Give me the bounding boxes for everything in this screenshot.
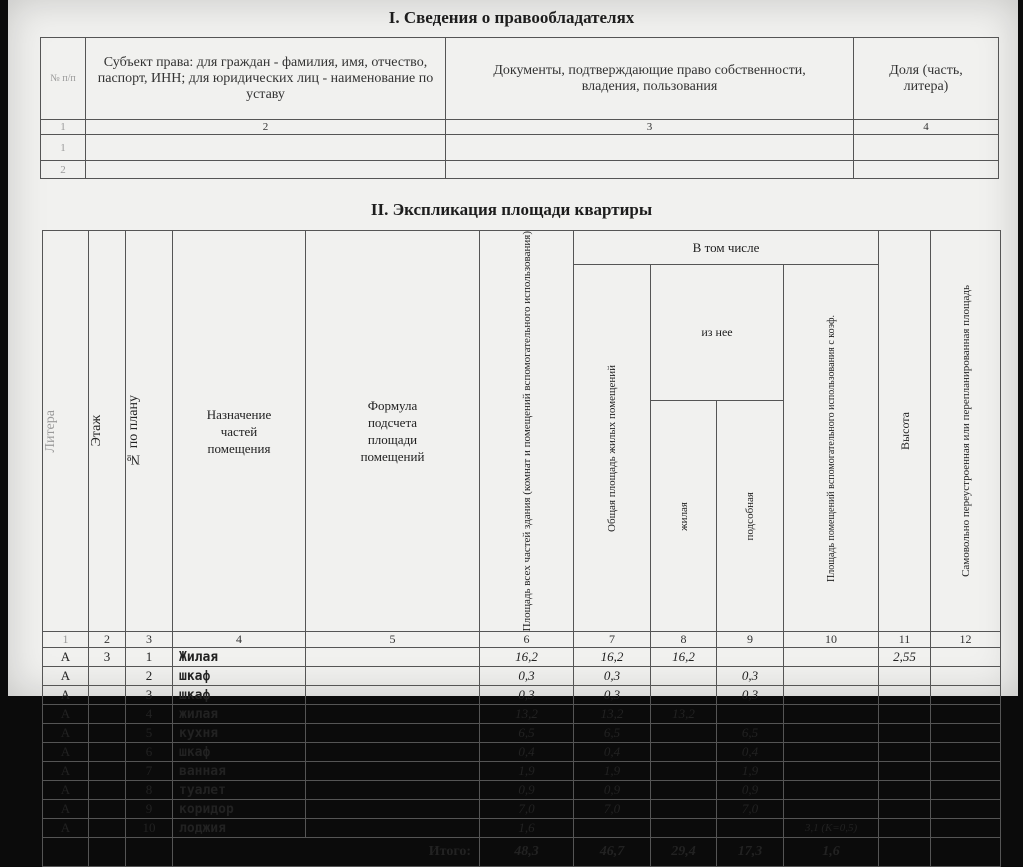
cell-c11 [879, 705, 931, 724]
cell-no: 1 [126, 648, 173, 667]
table-row [43, 705, 1001, 724]
cell-litera: А [43, 800, 89, 819]
owners-table [40, 37, 999, 179]
header-including: В том числе [574, 231, 879, 265]
cell-litera: А [43, 686, 89, 705]
cell-floor [89, 762, 126, 781]
owners-row: 2 [41, 161, 999, 179]
cell-name: шкаф [173, 686, 306, 705]
cell-c11 [879, 724, 931, 743]
total-c9: 17,3 [717, 838, 784, 867]
cell-name: лоджия [173, 819, 306, 838]
header-living-total: Общая площадь жилых помещений [574, 265, 651, 632]
cell-c6: 0,4 [480, 743, 574, 762]
explication-table [42, 230, 1001, 867]
cell-c7: 0,3 [574, 686, 651, 705]
table-row [43, 819, 1001, 838]
cell-formula [306, 648, 480, 667]
cell-c10 [784, 667, 879, 686]
cell-name: ванная [173, 762, 306, 781]
cell-c6: 16,2 [480, 648, 574, 667]
cell-c7: 6,5 [574, 724, 651, 743]
cell-formula [306, 762, 480, 781]
header-aux-coef: Площадь помещений вспомогательного использования с коэф. [784, 265, 879, 632]
header-purpose: Назначение частей помещения [173, 231, 306, 632]
cell-c11: 2,55 [879, 648, 931, 667]
cell-litera: А [43, 819, 89, 838]
cell-name: шкаф [173, 667, 306, 686]
explication-col-numbers: 1 2 3 4 5 6 7 8 9 10 11 12 [43, 632, 1001, 648]
cell-c8 [651, 724, 717, 743]
cell-litera: А [43, 705, 89, 724]
cell-c6: 0,3 [480, 667, 574, 686]
cell-c9 [717, 705, 784, 724]
cell-c8: 13,2 [651, 705, 717, 724]
cell-c6: 1,6 [480, 819, 574, 838]
cell-c7 [574, 819, 651, 838]
cell-no: 9 [126, 800, 173, 819]
cell-c12 [931, 705, 1001, 724]
cell-litera: А [43, 724, 89, 743]
cell-c11 [879, 781, 931, 800]
cell-c8 [651, 800, 717, 819]
cell-c8 [651, 819, 717, 838]
cell-litera: А [43, 743, 89, 762]
cell-c12 [931, 781, 1001, 800]
cell-c8 [651, 743, 717, 762]
cell-c10 [784, 705, 879, 724]
cell-formula [306, 743, 480, 762]
cell-floor [89, 743, 126, 762]
cell-no: 3 [126, 686, 173, 705]
table-row [43, 724, 1001, 743]
header-subject: Субъект права: для граждан - фамилия, имя, отчество, паспорт, ИНН; для юридических лиц - наименование по уставу [86, 38, 446, 120]
total-c7: 46,7 [574, 838, 651, 867]
cell-c6: 0,3 [480, 686, 574, 705]
cell-c10 [784, 724, 879, 743]
total-c8: 29,4 [651, 838, 717, 867]
cell-name: шкаф [173, 743, 306, 762]
cell-formula [306, 724, 480, 743]
header-formula: Формула подсчета площади помещений [306, 231, 480, 632]
cell-c9: 7,0 [717, 800, 784, 819]
cell-floor [89, 667, 126, 686]
cell-formula [306, 819, 480, 838]
cell-c10 [784, 762, 879, 781]
cell-c6: 13,2 [480, 705, 574, 724]
header-height: Высота [879, 231, 931, 632]
cell-c7: 0,9 [574, 781, 651, 800]
header-floor: Этаж [89, 231, 126, 632]
cell-c7: 1,9 [574, 762, 651, 781]
cell-c6: 0,9 [480, 781, 574, 800]
cell-c12 [931, 648, 1001, 667]
header-share: Доля (часть, литера) [854, 38, 999, 120]
owners-col-numbers: 1 2 3 4 [41, 120, 999, 135]
cell-name: кухня [173, 724, 306, 743]
cell-c12 [931, 667, 1001, 686]
cell-litera: А [43, 781, 89, 800]
header-total-area: Площадь всех частей здания (комнат и помещений вспомогательного использования) [480, 231, 574, 632]
header-documents: Документы, подтверждающие право собственности, владения, пользования [446, 38, 854, 120]
cell-c12 [931, 819, 1001, 838]
section2-title: II. Экспликация площади квартиры [370, 200, 653, 219]
cell-c12 [931, 743, 1001, 762]
cell-c7: 7,0 [574, 800, 651, 819]
cell-floor [89, 705, 126, 724]
header-rebuilt: Самовольно переустроенная или перепланированная площадь [931, 231, 1001, 632]
cell-c11 [879, 819, 931, 838]
total-label: Итого: [173, 838, 480, 867]
cell-floor: 3 [89, 648, 126, 667]
table-row [43, 743, 1001, 762]
header-living: жилая [651, 401, 717, 632]
cell-no: 7 [126, 762, 173, 781]
cell-c8 [651, 781, 717, 800]
cell-c6: 1,9 [480, 762, 574, 781]
cell-litera: А [43, 648, 89, 667]
cell-c6: 6,5 [480, 724, 574, 743]
cell-litera: А [43, 667, 89, 686]
cell-c11 [879, 800, 931, 819]
cell-no: 4 [126, 705, 173, 724]
cell-formula [306, 781, 480, 800]
header-of-which: из нее [651, 265, 784, 401]
cell-c9 [717, 648, 784, 667]
cell-no: 10 [126, 819, 173, 838]
cell-floor [89, 800, 126, 819]
cell-no: 6 [126, 743, 173, 762]
table-row [43, 762, 1001, 781]
cell-c12 [931, 762, 1001, 781]
cell-c12 [931, 724, 1001, 743]
cell-c11 [879, 667, 931, 686]
cell-c8: 16,2 [651, 648, 717, 667]
cell-c10 [784, 781, 879, 800]
cell-c6: 7,0 [480, 800, 574, 819]
cell-c9: 0,3 [717, 686, 784, 705]
table-row [43, 781, 1001, 800]
cell-formula [306, 667, 480, 686]
header-auxiliary: подсобная [717, 401, 784, 632]
cell-c9: 0,4 [717, 743, 784, 762]
cell-c9: 1,9 [717, 762, 784, 781]
table-row [43, 667, 1001, 686]
total-c10: 1,6 [784, 838, 879, 867]
cell-floor [89, 781, 126, 800]
cell-no: 2 [126, 667, 173, 686]
section1-title: I. Сведения о правообладателях [388, 8, 635, 27]
cell-c9: 0,3 [717, 667, 784, 686]
cell-c8 [651, 667, 717, 686]
total-row [43, 838, 1001, 867]
cell-floor [89, 724, 126, 743]
owners-row: 1 [41, 135, 999, 161]
cell-c10: 3,1 (К=0,5) [784, 819, 879, 838]
cell-c11 [879, 762, 931, 781]
cell-name: Жилая [173, 648, 306, 667]
table-row [43, 800, 1001, 819]
cell-c9: 0,9 [717, 781, 784, 800]
cell-c7: 0,3 [574, 667, 651, 686]
total-c6: 48,3 [480, 838, 574, 867]
header-litera: Литера [43, 231, 89, 632]
cell-c7: 0,4 [574, 743, 651, 762]
cell-name: коридор [173, 800, 306, 819]
header-num: № п/п [41, 38, 86, 120]
cell-c12 [931, 800, 1001, 819]
header-plan-no: № по плану [126, 231, 173, 632]
cell-c10 [784, 743, 879, 762]
cell-no: 8 [126, 781, 173, 800]
cell-floor [89, 819, 126, 838]
cell-formula [306, 800, 480, 819]
cell-c8 [651, 762, 717, 781]
cell-no: 5 [126, 724, 173, 743]
cell-c9: 6,5 [717, 724, 784, 743]
cell-c7: 13,2 [574, 705, 651, 724]
cell-c10 [784, 648, 879, 667]
cell-c7: 16,2 [574, 648, 651, 667]
cell-name: туалет [173, 781, 306, 800]
cell-formula [306, 705, 480, 724]
table-row [43, 648, 1001, 667]
cell-litera: А [43, 762, 89, 781]
cell-c11 [879, 743, 931, 762]
cell-name: жилая [173, 705, 306, 724]
cell-c10 [784, 800, 879, 819]
cell-c9 [717, 819, 784, 838]
